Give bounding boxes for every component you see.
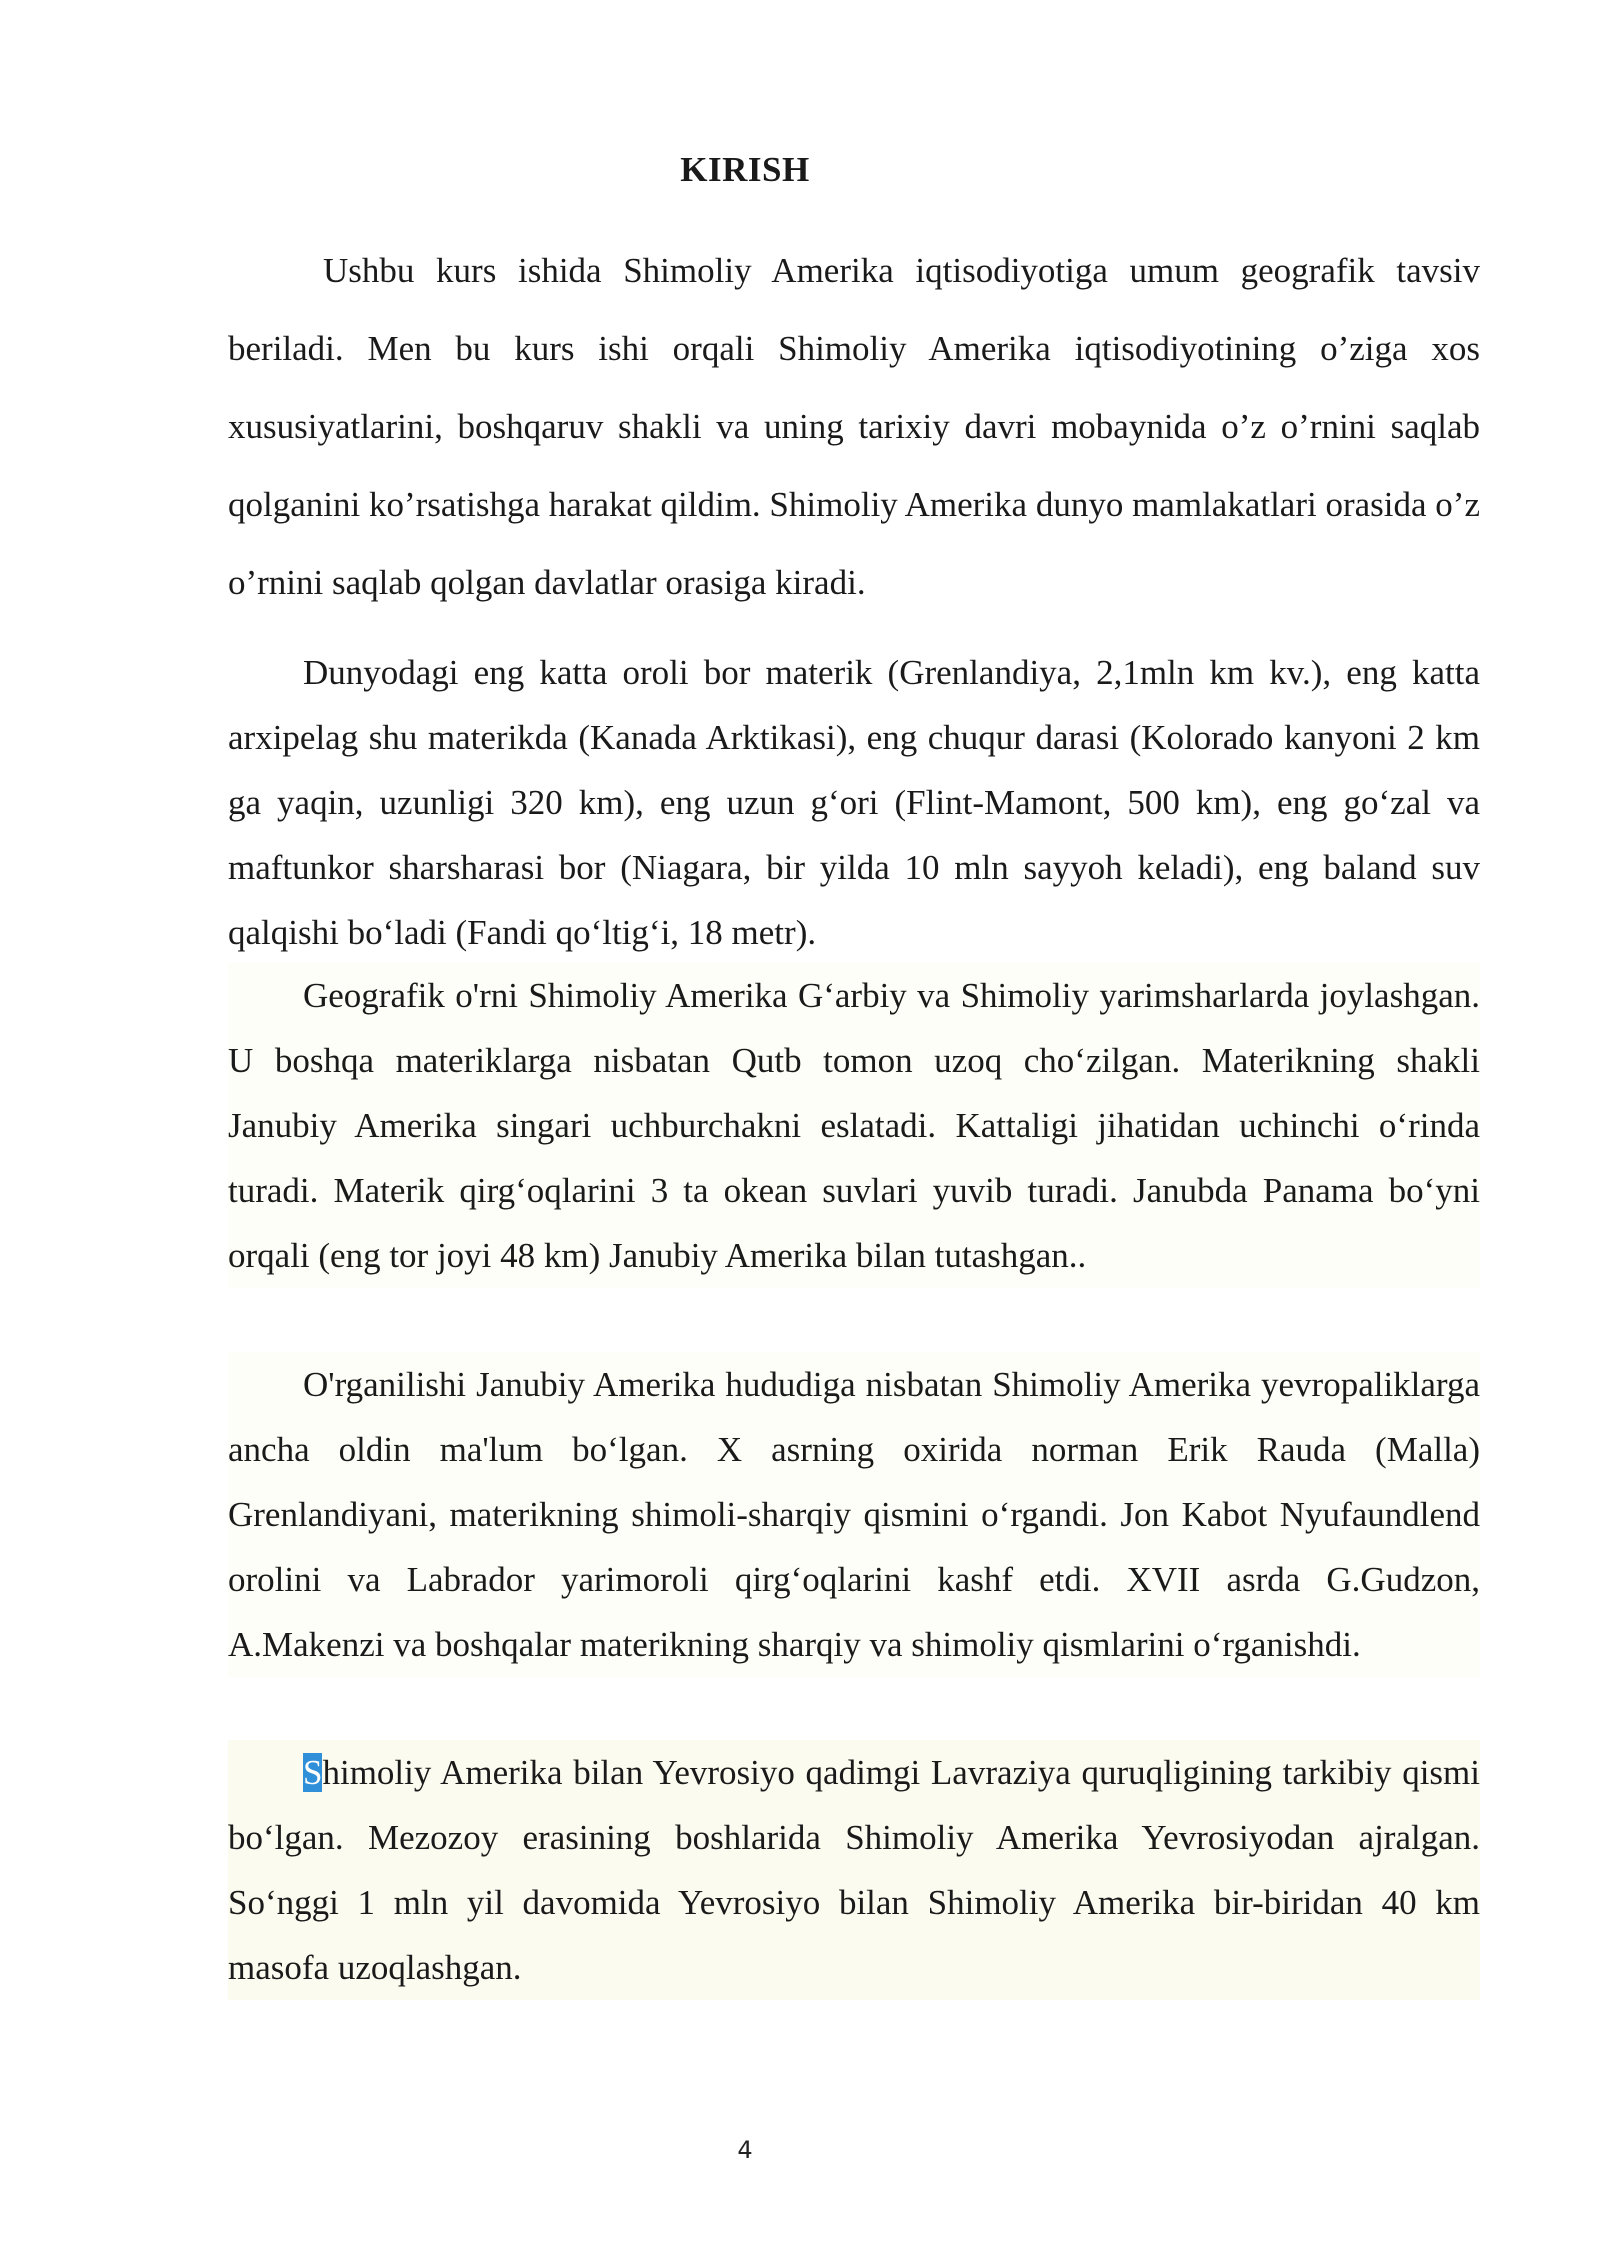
section-heading: KIRISH [680,150,810,189]
text-cursor-selection[interactable]: S [303,1753,323,1792]
paragraph-geology[interactable] [228,1740,1480,2000]
paragraph-records[interactable]: Dunyodagi eng katta oroli bor materik (Grenlandiya, 2,1mln km kv.), eng katta arxipelag shu materikda (Kanada Arktikasi), eng chuqur darasi (Kolorado kanyoni 2 km ga yaqin, uzunligi 320 km), eng uzun g‘ori (Flint-Mamont, 500 km), eng go‘zal va maftunkor sharsharasi bor (Niagara, bir yilda 10 mln sayyoh keladi), eng baland suv qalqishi bo‘ladi (Fandi qo‘ltig‘i, 18 metr). [228,653,1480,952]
paragraph-geography[interactable]: Geografik o'rni Shimoliy Amerika G‘arbiy va Shimoliy yarimsharlarda joylashgan. U boshqa materiklarga nisbatan Qutb tomon uzoq cho‘zilgan. Materikning shakli Janubiy Amerika singari uchburchakni eslatadi. Kattaligi jihatidan uchinchi o‘rinda turadi. Materik qirg‘oqlarini 3 ta okean suvlari yuvib turadi. Janubda Panama bo‘yni orqali (eng tor joyi 48 km) Janubiy Amerika bilan tutashgan.. [228,963,1480,1288]
page-number: 4 [737,2136,753,2164]
paragraph-exploration[interactable]: O'rganilishi Janubiy Amerika hududiga nisbatan Shimoliy Amerika yevropaliklarga ancha oldin ma'lum bo‘lgan. X asrning oxirida norman Erik Rauda (Malla) Grenlandiyani, materikning shimoli-sharqiy qismini o‘rgandi. Jon Kabot Nyufaundlend orolini va Labrador yarimoroli qirg‘oqlarini kashf etdi. XVII asrda G.Gudzon, A.Makenzi va boshqalar materikning sharqiy va shimoliy qismlarini o‘rganishdi. [228,1352,1480,1677]
paragraph-intro[interactable]: Ushbu kurs ishida Shimoliy Amerika iqtisodiyotiga umum geografik tavsiv beriladi. Men bu kurs ishi orqali Shimoliy Amerika iqtisodiyotining o’ziga xos xususiyatlarini, boshqaruv shakli va uning tarixiy davri mobaynida o’z o’rnini saqlab qolganini ko’rsatishga harakat qildim. Shimoliy Amerika dunyo mamlakatlari orasida o’z o’rnini saqlab qolgan davlatlar orasiga kiradi. [228,251,1480,602]
paragraph-geology-text: himoliy Amerika bilan Yevrosiyo qadimgi Lavraziya quruqligining tarkibiy qismi bo‘lgan. Mezozoy erasining boshlarida Shimoliy Amerika Yevrosiyodan ajralgan. So‘nggi 1 mln yil davomida Yevrosiyo bilan Shimoliy Amerika bir-biridan 40 km masofa uzoqlashgan. [228,1753,1480,1987]
